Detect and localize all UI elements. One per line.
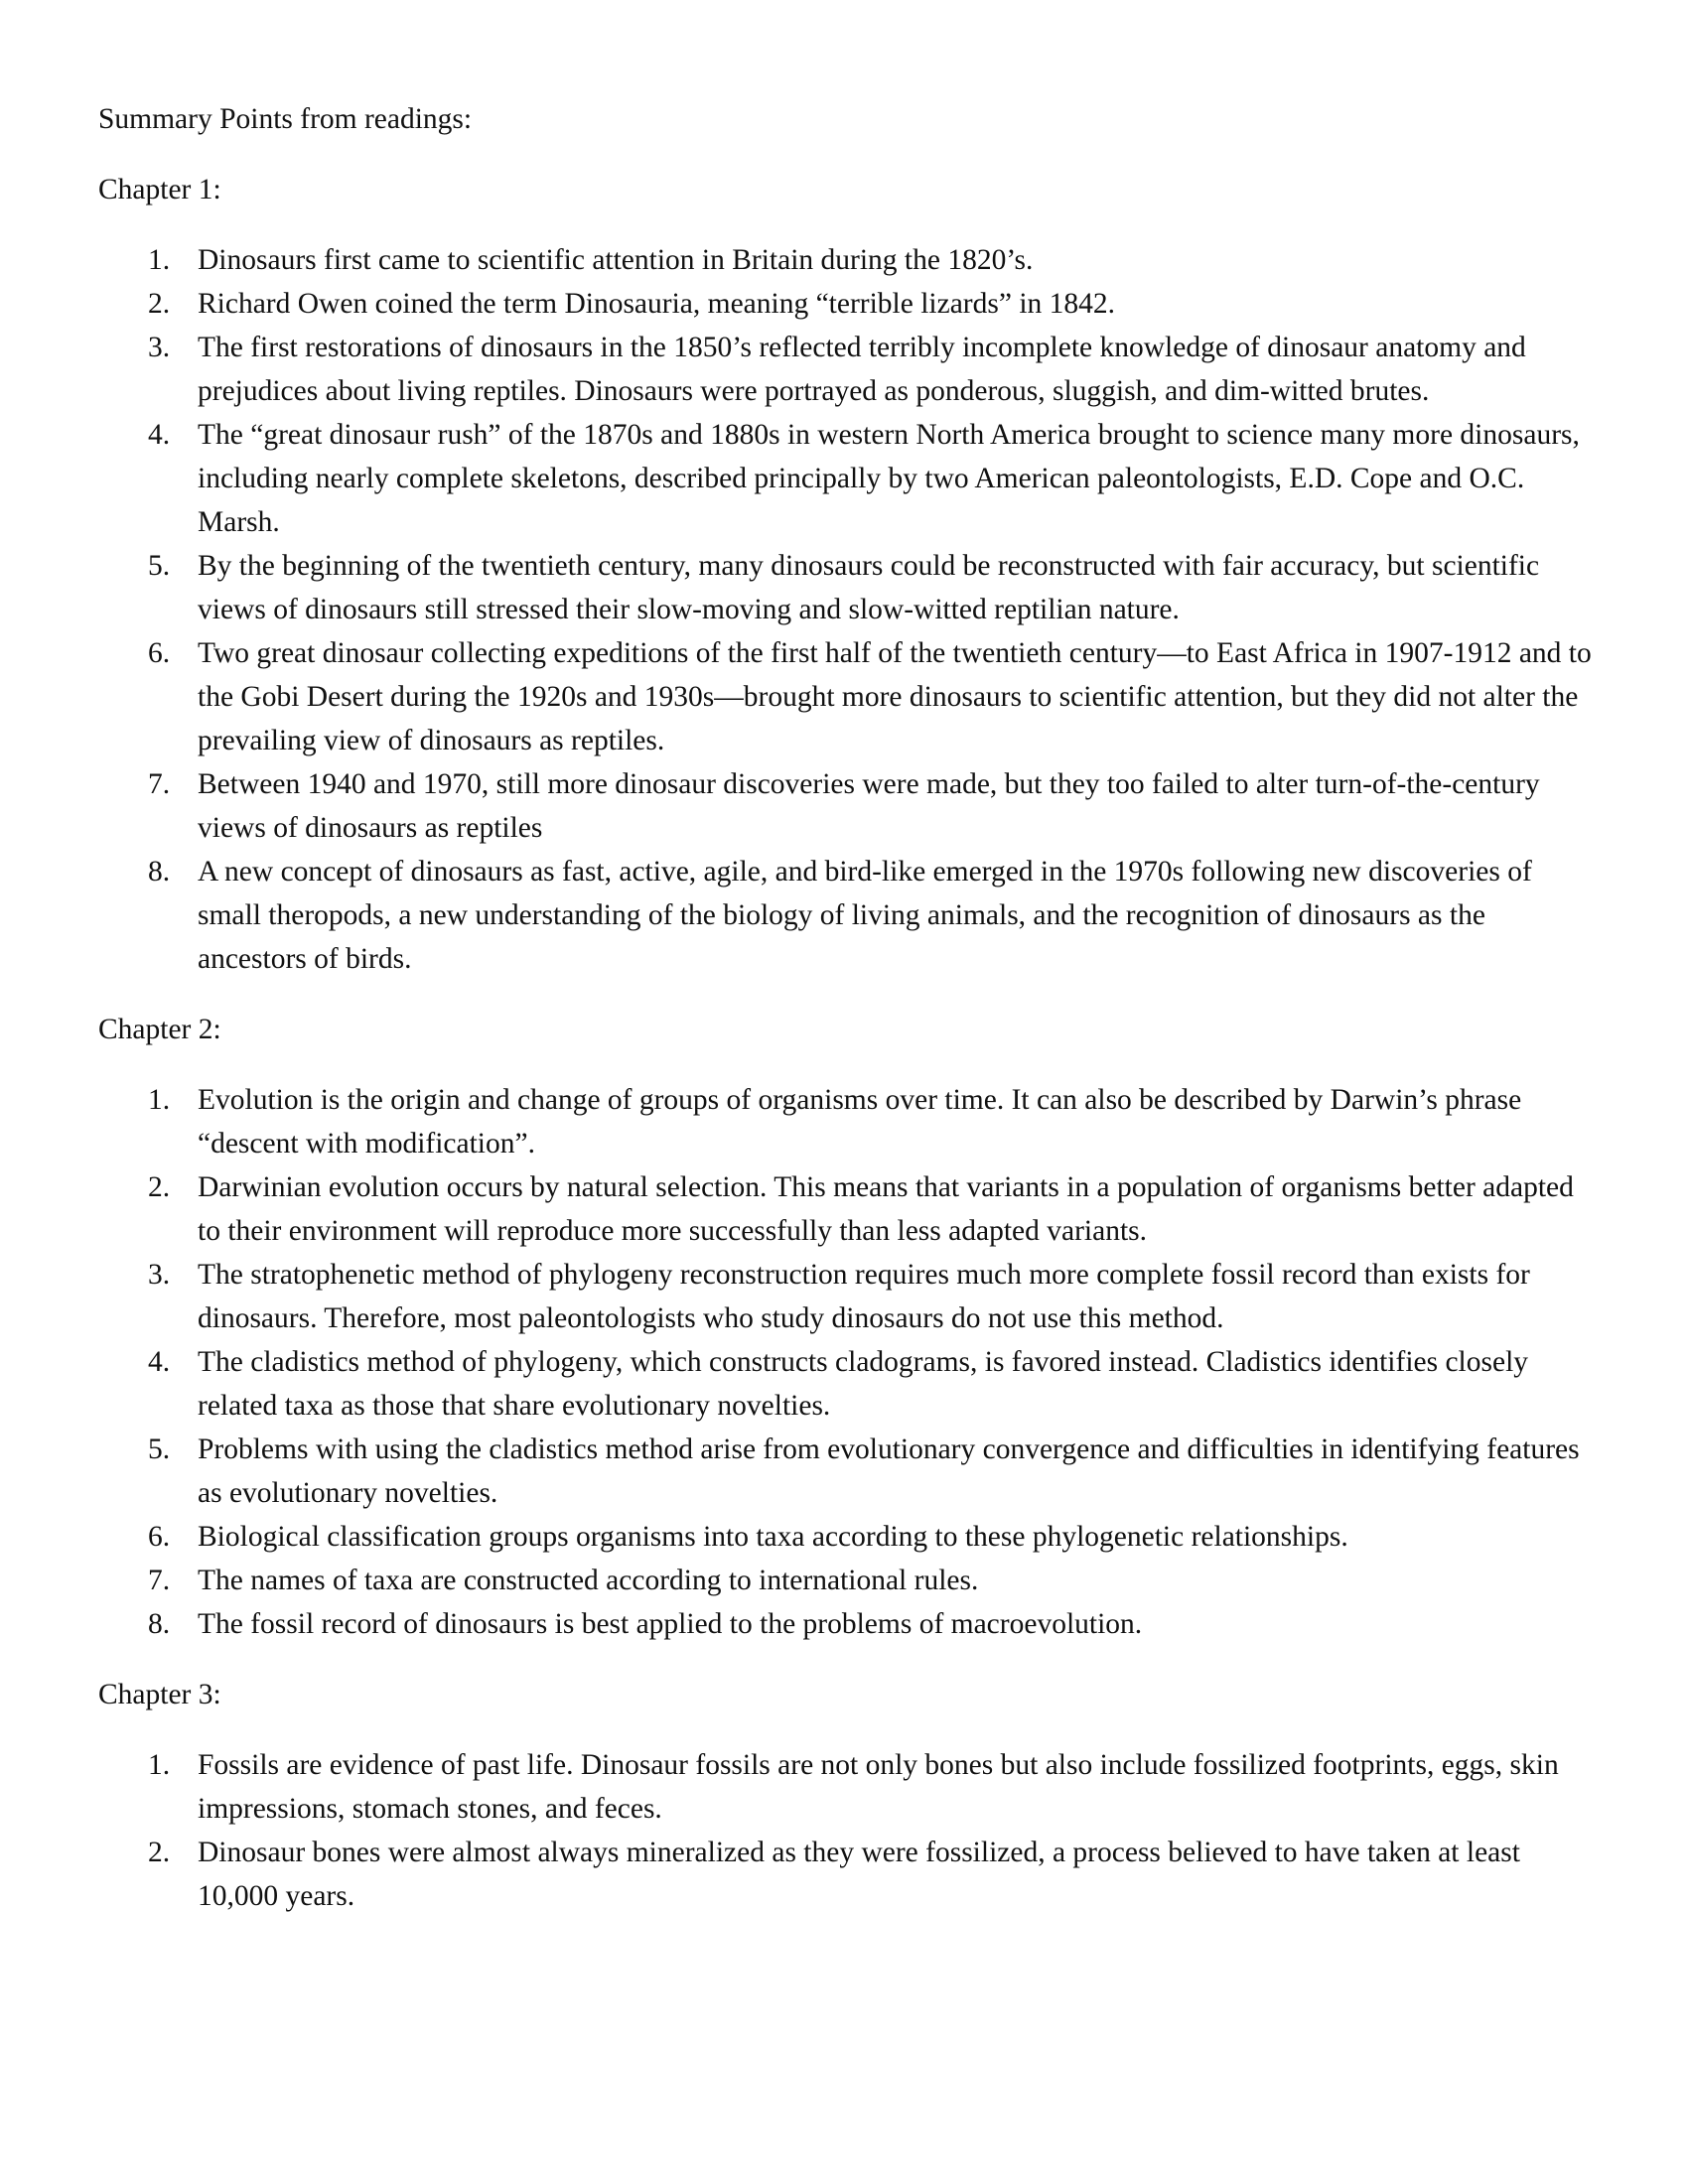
summary-point — [98, 1253, 1601, 1340]
point-number: 7. — [148, 768, 171, 800]
point-number: 2. — [148, 288, 171, 320]
point-text: The first restorations of dinosaurs in the 1850’s reflected terribly incomplete knowledge of dinosaur anatomy and prejudices about living reptiles. Dinosaurs were portrayed as ponderous, sluggish, and dim-witted brutes. — [198, 332, 1526, 407]
summary-point — [98, 326, 1601, 413]
summary-point — [98, 1428, 1601, 1515]
summary-point — [98, 1743, 1601, 1831]
summary-point — [98, 850, 1601, 981]
point-text: Dinosaurs first came to scientific attention in Britain during the 1820’s. — [198, 244, 1034, 276]
point-text: By the beginning of the twentieth century, many dinosaurs could be reconstructed with fair accuracy, but scientific views of dinosaurs still stressed their slow-moving and slow-witted reptilian nature. — [198, 550, 1540, 625]
point-number: 4. — [148, 419, 171, 451]
summary-point — [98, 1831, 1601, 1918]
summary-point-list — [98, 1078, 1601, 1646]
point-number: 1. — [148, 1749, 171, 1781]
point-text: Darwinian evolution occurs by natural selection. This means that variants in a population of organisms better adapted to their environment will reproduce more successfully than less adapted variants. — [198, 1171, 1574, 1247]
chapters-container — [98, 168, 1601, 1918]
summary-point — [98, 1165, 1601, 1253]
summary-point — [98, 631, 1601, 762]
point-text: The “great dinosaur rush” of the 1870s and 1880s in western North America brought to science many more dinosaurs, including nearly complete skeletons, described principally by two American paleontologists, E.D. Cope and O.C. Marsh. — [198, 419, 1580, 538]
summary-point — [98, 1340, 1601, 1428]
chapter-heading: Chapter 1: — [98, 174, 221, 205]
summary-point — [98, 544, 1601, 631]
summary-point — [98, 282, 1601, 326]
summary-point-list — [98, 238, 1601, 981]
point-text: Fossils are evidence of past life. Dinosaur fossils are not only bones but also include fossilized footprints, eggs, skin impressions, stomach stones, and feces. — [198, 1749, 1559, 1825]
point-number: 3. — [148, 1259, 171, 1291]
point-text: Evolution is the origin and change of groups of organisms over time. It can also be described by Darwin’s phrase “descent with modification”. — [198, 1084, 1522, 1160]
point-number: 7. — [148, 1565, 171, 1596]
summary-point — [98, 413, 1601, 544]
chapter-heading: Chapter 2: — [98, 1014, 221, 1045]
point-number: 2. — [148, 1837, 171, 1868]
point-number: 1. — [148, 1084, 171, 1116]
summary-point-list — [98, 1743, 1601, 1918]
summary-point — [98, 1602, 1601, 1646]
point-text: Dinosaur bones were almost always mineralized as they were fossilized, a process believed to have taken at least 10,000 years. — [198, 1837, 1520, 1912]
point-number: 6. — [148, 1521, 171, 1553]
point-text: A new concept of dinosaurs as fast, active, agile, and bird-like emerged in the 1970s following new discoveries of small theropods, a new understanding of the biology of living animals, and the recognition of dinosaurs as the ancestors of birds. — [198, 856, 1532, 975]
point-text: The cladistics method of phylogeny, which constructs cladograms, is favored instead. Cladistics identifies closely related taxa as those that share evolutionary novelties. — [198, 1346, 1529, 1422]
summary-point — [98, 238, 1601, 282]
point-text: The fossil record of dinosaurs is best applied to the problems of macroevolution. — [198, 1608, 1143, 1640]
summary-point — [98, 762, 1601, 850]
point-text: The stratophenetic method of phylogeny reconstruction requires much more complete fossil record than exists for dinosaurs. Therefore, most paleontologists who study dinosaurs do not use this method. — [198, 1259, 1530, 1334]
point-number: 3. — [148, 332, 171, 363]
point-text: The names of taxa are constructed according to international rules. — [198, 1565, 979, 1596]
point-text: Richard Owen coined the term Dinosauria, meaning “terrible lizards” in 1842. — [198, 288, 1116, 320]
point-text: Between 1940 and 1970, still more dinosaur discoveries were made, but they too failed to alter turn-of-the-century views of dinosaurs as reptiles — [198, 768, 1540, 844]
point-number: 5. — [148, 550, 171, 582]
point-number: 8. — [148, 1608, 171, 1640]
point-number: 1. — [148, 244, 171, 276]
summary-point — [98, 1078, 1601, 1165]
document-title: Summary Points from readings: — [98, 103, 473, 135]
summary-point — [98, 1559, 1601, 1602]
point-text: Two great dinosaur collecting expeditions of the first half of the twentieth century—to East Africa in 1907-1912 and to the Gobi Desert during the 1920s and 1930s—brought more dinosaurs to scientific attention, but they did not alter the prevailing view of dinosaurs as reptiles. — [198, 637, 1592, 756]
point-number: 4. — [148, 1346, 171, 1378]
summary-point — [98, 1515, 1601, 1559]
point-number: 2. — [148, 1171, 171, 1203]
point-text: Problems with using the cladistics method arise from evolutionary convergence and difficulties in identifying features as evolutionary novelties. — [198, 1433, 1580, 1509]
point-text: Biological classification groups organisms into taxa according to these phylogenetic relationships. — [198, 1521, 1348, 1553]
point-number: 5. — [148, 1433, 171, 1465]
point-number: 8. — [148, 856, 171, 887]
chapter-heading: Chapter 3: — [98, 1679, 221, 1710]
point-number: 6. — [148, 637, 171, 669]
